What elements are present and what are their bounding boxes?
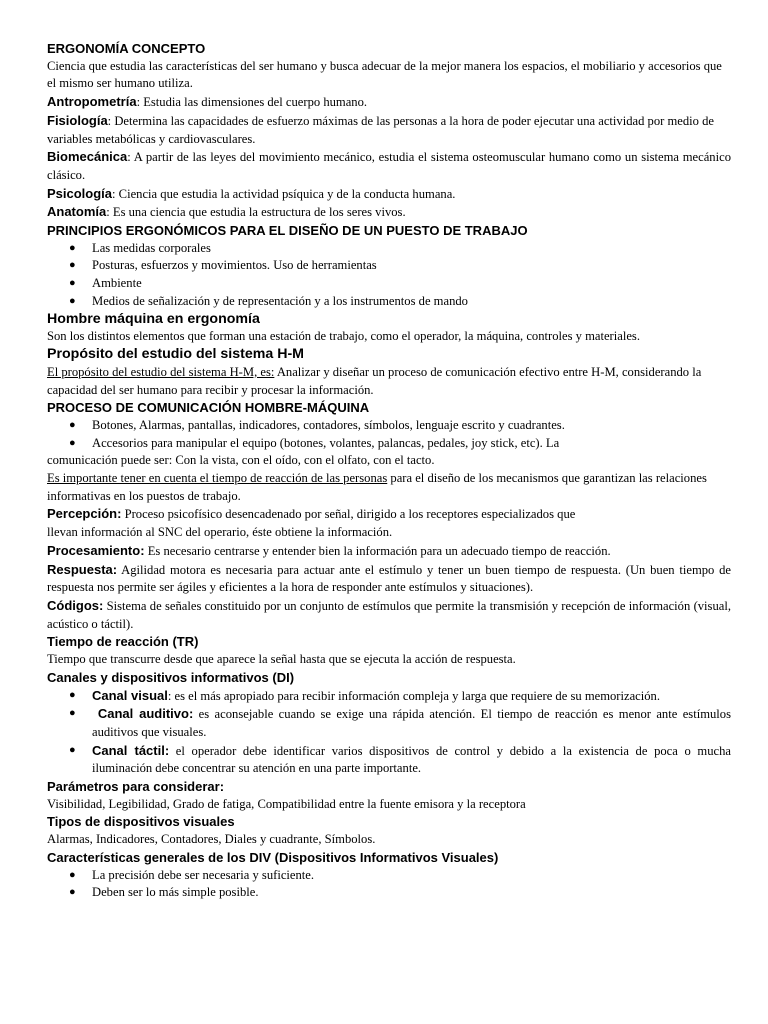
bullet-icon: ●: [69, 707, 76, 720]
def-antropometria: [47, 93, 731, 112]
heading-parametros: Parámetros para considerar:: [47, 779, 225, 795]
term: Canal visual: [92, 687, 168, 703]
bullet-icon: ●: [69, 868, 76, 881]
term: Biomecánica: [47, 149, 128, 165]
term: Antropometría: [47, 94, 137, 110]
def-text: : Es una ciencia que estudia la estructura de los seres vivos.: [106, 205, 406, 220]
term: Códigos:: [47, 597, 104, 613]
list-item: ● Canal visual: es el más apropiado para recibir información compleja y larga que requiere de su memorización.: [69, 687, 660, 703]
bullet-icon: ●: [69, 688, 76, 701]
heading-hombre-maquina: Hombre máquina en ergonomía: [47, 310, 260, 327]
paragraph-ergonomia-def: Ciencia que estudia las características del ser humano y busca adecuar de la mejor manera los espacios, el mobiliario y accesorios que el mismo ser humano utiliza.: [47, 58, 722, 91]
bullet-icon: ●: [69, 886, 76, 899]
term: Canal auditivo:: [92, 706, 194, 722]
def-psicologia: [47, 185, 731, 204]
paragraph-tipos-dispositivos: Alarmas, Indicadores, Contadores, Diales y cuadrante, Símbolos.: [47, 832, 376, 847]
bullet-icon: ●: [69, 418, 76, 431]
def-codigos: Códigos: Sistema de señales constituido por un conjunto de estímulos que permite la transmisión y recepción de información (visual, acústico o táctil).: [47, 597, 731, 631]
bullet-icon: ●: [69, 277, 76, 290]
term: Procesamiento:: [47, 542, 145, 558]
paragraph-hombre-maquina: Son los distintos elementos que forman una estación de trabajo, como el operador, la máquina, controles y materiales.: [47, 329, 640, 344]
def-text: : Ciencia que estudia la actividad psíquica y de la conducta humana.: [112, 186, 456, 201]
list-item: ● Posturas, esfuerzos y movimientos. Uso de herramientas: [47, 257, 731, 275]
heading-caracteristicas-div: Características generales de los DIV (Dispositivos Informativos Visuales): [47, 849, 499, 865]
bullet-icon: ●: [69, 241, 76, 254]
canales-list: [47, 687, 731, 779]
heading-principios: PRINCIPIOS ERGONÓMICOS PARA EL DISEÑO DE UN PUESTO DE TRABAJO: [47, 223, 528, 239]
paragraph-proposito: El propósito del estudio del sistema H-M, es: Analizar y diseñar un proceso de comunicación efectivo entre H-M, considerando la capacidad del ser humano para recibir y procesar la información.: [47, 364, 702, 397]
bullet-icon: ●: [69, 436, 76, 449]
list-item: ● Accesorios para manipular el equipo (botones, volantes, palancas, pedales, joy stick, etc). La: [47, 435, 731, 453]
underlined-text: Es importante tener en cuenta el tiempo de reacción de las personas: [47, 471, 388, 486]
heading-tipos-dispositivos: Tipos de dispositivos visuales: [47, 814, 235, 830]
def-biomecanica: [47, 148, 731, 184]
term: Anatomía: [47, 204, 107, 220]
bullet-icon: ●: [69, 259, 76, 272]
term: Canal táctil:: [92, 742, 170, 758]
list-item: ● Canal táctil: el operador debe identificar varios dispositivos de control y debido a la existencia de poca o mucha iluminación debe concentrar su atención en una parte importante.: [69, 742, 731, 776]
def-text: : Determina las capacidades de esfuerzo máximas de las personas a la hora de poder ejecutar una actividad por medio de variables metabólicas y cardiovasculares.: [47, 113, 715, 146]
heading-ergonomia-concepto: ERGONOMÍA CONCEPTO: [47, 41, 206, 56]
def-respuesta: Respuesta: Agilidad motora es necesaria para actuar ante el estímulo y tener un buen tiempo de respuesta. (Un buen tiempo de respuesta nos permite ser ágiles y eficientes a la hora de responder ante estímulos y situaciones).: [47, 561, 731, 595]
def-text: : Estudia las dimensiones del cuerpo humano.: [136, 95, 368, 110]
term: Psicología: [47, 185, 113, 201]
list-item: ● Medios de señalización y de representación y a los instrumentos de mando: [47, 293, 731, 311]
term: Percepción:: [47, 506, 122, 522]
def-fisiologia: [47, 112, 731, 148]
list-item: ● Ambiente: [47, 275, 731, 293]
heading-proposito: Propósito del estudio del sistema H-M: [47, 346, 304, 363]
list-item: ● Las medidas corporales: [47, 240, 731, 258]
def-anatomia: [47, 203, 731, 222]
paragraph-comunicacion: comunicación puede ser: Con la vista, con el oído, con el olfato, con el tacto.: [47, 453, 435, 468]
list-item: ● Botones, Alarmas, pantallas, indicadores, contadores, símbolos, lenguaje escrito y cuadrantes.: [47, 417, 731, 435]
list-item: ● Deben ser lo más simple posible.: [47, 884, 731, 902]
paragraph-tiempo-reaccion-note: Es importante tener en cuenta el tiempo de reacción de las personas para el diseño de los mecanismos que garantizan las relaciones informativas en los puestos de trabajo.: [47, 471, 707, 503]
underlined-text: El propósito del estudio del sistema H-M, es:: [47, 364, 275, 379]
heading-proceso: PROCESO DE COMUNICACIÓN HOMBRE-MÁQUINA: [47, 400, 370, 416]
term: Fisiología: [47, 112, 108, 128]
def-percepcion: Percepción: Proceso psicofísico desencadenado por señal, dirigido a los receptores especializados que llevan información al SNC del operario, éste obtiene la información.: [47, 506, 576, 540]
heading-canales: Canales y dispositivos informativos (DI): [47, 669, 295, 685]
paragraph-tiempo-reaccion: Tiempo que transcurre desde que aparece la señal hasta que se ejecuta la acción de respuesta.: [47, 652, 516, 667]
document-page: [47, 40, 731, 902]
paragraph-parametros: Visibilidad, Legibilidad, Grado de fatiga, Compatibilidad entre la fuente emisora y la receptora: [47, 796, 526, 811]
list-item: ● La precisión debe ser necesaria y suficiente.: [47, 867, 731, 885]
proceso-list: [47, 417, 731, 452]
bullet-icon: ●: [69, 743, 76, 756]
div-list: [47, 867, 731, 902]
heading-tiempo-reaccion: Tiempo de reacción (TR): [47, 634, 199, 650]
bullet-icon: ●: [69, 294, 76, 307]
def-text: : A partir de las leyes del movimiento mecánico, estudia el sistema osteomuscular humano como un sistema mecánico clásico.: [47, 150, 731, 182]
list-item: ● Canal auditivo: es aconsejable cuando se exige una rápida atención. El tiempo de reacción es menor ante estímulos auditivos que visuales.: [69, 706, 731, 739]
principios-list: [47, 240, 731, 311]
def-procesamiento: Procesamiento: Es necesario centrarse y entender bien la información para un adecuado tiempo de reacción.: [47, 542, 611, 558]
term: Respuesta:: [47, 561, 118, 577]
